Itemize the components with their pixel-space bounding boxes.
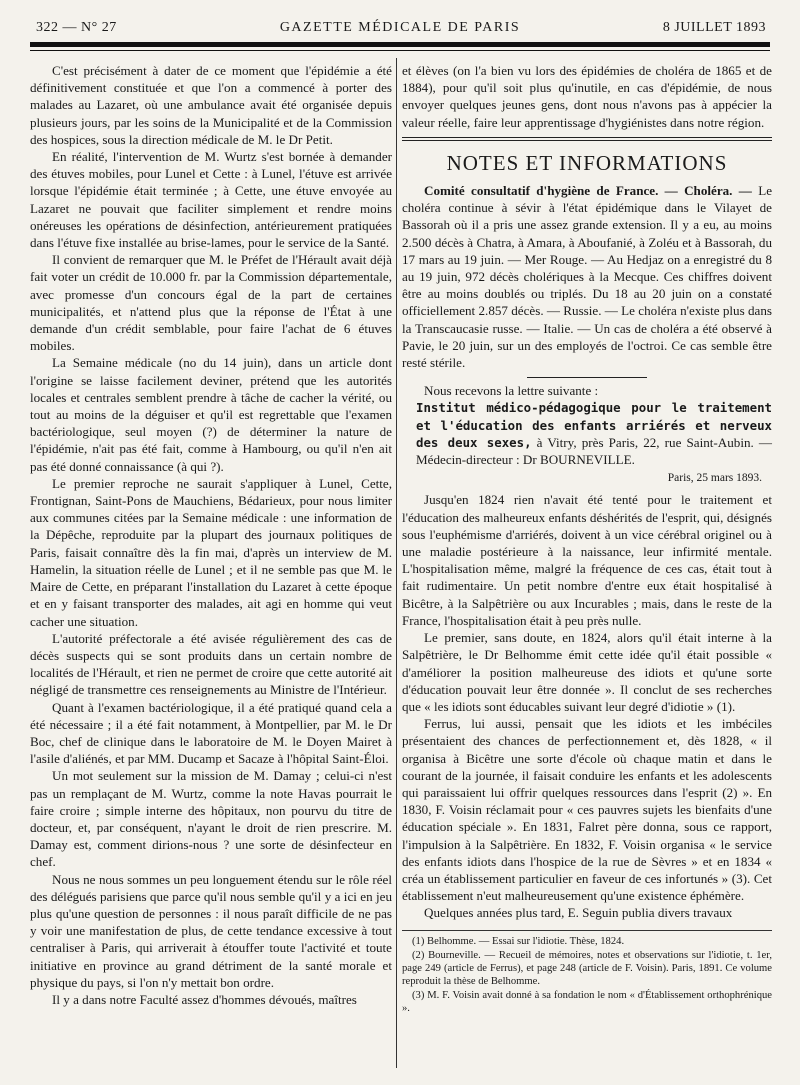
- footnote: (1) Belhomme. — Essai sur l'idiotie. Thèse, 1824.: [412, 935, 625, 947]
- section-rule: [402, 137, 772, 141]
- paragraph: En réalité, l'intervention de M. Wurtz s'est bornée à demander des étuves mobiles, pour Lunel et Cette : à Lunel, l'étuve est arrivée lorsque l'épidémie était terminée ; à Cette, une étuve envoyée au Lazaret ne pouvait que faciliter simplement et rendre moins onéreuses les opérations de désinfection, antérieurement pratiquées dans l'étuve fixe installée au brise-lames, pour le service de la Santé.: [30, 149, 392, 251]
- paragraph: Ferrus, lui aussi, pensait que les idiots et les imbéciles présentaient des chances de perfectionnement et, dès 1828, « il organisa à Bicêtre une sorte d'école où chaque matin et dans le courant de la journée, il faisait conduire les enfants et les adolescents qui paraissaient lui offrir quelques ressources dans l'esprit (2) ». En 1830, F. Voisin réclamait pour « ces pauvres sujets les bienfaits d'une éducation spéciale ». En 1831, Falret père donna, sous ce rapport, l'impulsion à la Salpêtrière. En 1832, F. Voisin organisa « le service des enfants idiots dans l'hospice de la rue de Sèvres » et en 1834 « créa un établissement particulier en faveur de ces infortunés » (3). Cet établissement n'eut malheureusement qu'une existence éphémère.: [402, 716, 772, 904]
- page-header: [30, 18, 770, 40]
- paragraph-continued: et élèves (on l'a bien vu lors des épidémies de choléra de 1865 et de 1884), pour qu'il soit plus qu'inutile, en cas d'épidémie, de nous envoyer quelques jeunes gens, dont nous n'avons pas à appécier la valeur réelle, faire leur apprentissage d'hygiénistes dans notre région.: [402, 63, 772, 130]
- paragraph: Quelques années plus tard, E. Seguin publia divers travaux: [424, 905, 733, 921]
- footnotes: [402, 930, 772, 1015]
- paragraph: Il y a dans notre Faculté assez d'hommes dévoués, maîtres: [52, 991, 357, 1007]
- institut-name: Institut médico-pédagogique pour le traitement et l'éducation des enfants arriérés et nerveux des deux sexes,: [416, 400, 772, 450]
- paragraph: Un mot seulement sur la mission de M. Damay ; celui-ci n'est pas un remplaçant de M. Wurtz, comme la note Havas pourrait le faire croire ; simple interne des hôpitaux, non pourvu du titre de docteur, et, par conséquent, n'ayant le droit de rien prescrire. M. Damay est, comment dirions-nous ? une sorte de désinfecteur en chef.: [30, 768, 392, 870]
- footnote: (2) Bourneville. — Recueil de mémoires, notes et observations sur l'idiotie, t. 1er, page 249 (article de Ferrus), et page 248 (article de F. Voisin). Paris, 1891. Ce volume reproduit la thèse de Belhomme.: [402, 949, 772, 987]
- paragraph: La Semaine médicale (no du 14 juin), dans un article dont l'origine se laisse facilement deviner, prétend que les autorités locales et centrales semblent prendre à tâche de cacher la vérité, ou tout au moins de la déguiser et qu'il est regrettable que l'examen bactériologique, seul moyen (?) de déterminer la nature de l'épidémie, n'ait pas été fait, comme à Hambourg, ou qu'il n'en ait pas été donné connaissance (à qui ?).: [30, 355, 392, 474]
- letter-intro: Nous recevons la lettre suivante :: [424, 383, 599, 399]
- institut-heading: [402, 399, 772, 468]
- paragraph: C'est précisément à dater de ce moment que l'épidémie a été définitivement constituée et que l'on a commencé à porter des malades au Lazaret, où une ambulance avait été organisée depuis plusieurs jours, par les soins de la Municipalité et de la Commission des hospices, sous la direction médicale de M. le Dr Petit.: [30, 63, 392, 147]
- issue-date: 8 JUILLET 1893: [662, 20, 766, 35]
- header-rule-thick: [30, 42, 770, 47]
- paragraph: Il convient de remarquer que M. le Préfet de l'Hérault avait déjà fait voter un crédit de 10.000 fr. par la Commission départementale, avec promesse d'un concours égal de la part de certaines municipalités, et n'attend plus que la réponse de l'État à une demande d'un crédit semblable, pour faire l'achat de 6 étuves mobiles.: [30, 252, 392, 354]
- header-rule-thin: [30, 50, 770, 51]
- institut-address: à Vitry, près Paris, 22, rue Saint-Aubin. — Médecin-directeur : Dr BOURNEVILLE.: [416, 434, 772, 468]
- paragraph: Quant à l'examen bactériologique, il a été pratiqué quand cela a été nécessaire ; il a été fait notamment, à Montpellier, par M. le Dr Boc, chef de clinique dans le laboratoire de M. le Doyen Mairet à l'asile d'aliénés, et par MM. Ducamp et Sacaze à l'hôpital Saint-Éloi.: [30, 699, 392, 767]
- separator-rule: [527, 377, 647, 378]
- column-divider: [396, 58, 397, 1068]
- section-title: NOTES ET INFORMATIONS: [446, 150, 728, 175]
- paragraph: Le premier reproche ne saurait s'appliquer à Lunel, Cette, Frontignan, Saint-Pons de Mauchiens, Bédarieux, pour nous limiter aux communes citées par la Semaine médicale : une information de la Dépêche, reproduite par la plupart des journaux politiques de Paris, faisait connaître dès la fin mai, d'après un interview de M. Hamelin, la situation réelle de Lunel ; et il ne semble pas que M. le Maire de Cette, en préparant l'installation du Lazaret à cette époque et en y faisant transporter des malades, ait agi en homme qui veut cacher une situation.: [30, 475, 392, 629]
- letter-date: Paris, 25 mars 1893.: [667, 472, 762, 485]
- footnote: (3) M. F. Voisin avait donné à sa fondation le nom « d'Établissement orthophrénique ».: [402, 989, 772, 1014]
- comite-heading: Comité consultatif d'hygiène de France. — Choléra. —: [424, 183, 752, 199]
- left-column: [30, 62, 392, 1008]
- paragraph: Nous ne nous sommes un peu longuement étendu sur le rôle réel des délégués parisiens que parce qu'il nous semble qu'il y a ici en jeu plus qu'une question de personnes : il nous paraît difficile de ne pas y voir une manifestation de plus, de cette tendance excessive à tout centraliser à Paris, qui arriverait à étouffer toute l'activité et toute initiative en province au grand détriment de la santé morale et physique du pays, si l'on n'y mettait bon ordre.: [30, 871, 392, 990]
- paragraph: Jusqu'en 1824 rien n'avait été tenté pour le traitement et l'éducation des malheureux enfants déshérités de l'esprit, qui, désignés sous l'euphémisme d'arriérés, doivent à un vice cérébral originel ou à une maladie postérieure à la naissance, leur infirmité mentale. L'hospitalisation même, malgré la fréquence de ces cas, était tout à fait rudimentaire. Un petit nombre d'entre eux était hospitalisé à Bicêtre, à la Salpêtrière ou aux Incurables ; mais, dans le reste de la France, l'hospitalisation était à peu près nulle.: [402, 492, 772, 628]
- paragraph: L'autorité préfectorale a été avisée régulièrement des cas de décès suspects qui se sont produits dans un certain nombre de localités de l'Hérault, et rien ne permet de croire que cette autorité ait négligé de transmettre ces renseignements au Ministre de l'Intérieur.: [30, 630, 392, 698]
- comite-paragraph: [402, 182, 772, 371]
- page-number: 322 — N° 27: [36, 20, 117, 35]
- paragraph: Le premier, sans doute, en 1824, alors qu'il était interne à la Salpêtrière, le Dr Belhomme émit cette idée qu'il était possible « d'améliorer la position malheureuse des idiots et qu'une sorte d'éducation pouvait leur être donnée ». Il conclut de ses recherches que « les idiots sont éducables suivant leur degré d'idiotie » (1).: [402, 630, 772, 714]
- right-column: [402, 62, 772, 1016]
- journal-title: GAZETTE MÉDICALE DE PARIS: [279, 20, 521, 35]
- comite-text: Le choléra continue à sévir à l'état épidémique dans le Vilayet de Bassorah où il a pris une assez grande extension. Il y a eu, au moins 2.500 décès à Chatra, à Amara, à Aboufanié, à Zoléu et à Bassorah, du 17 mars au 19 juin. — Mer Rouge. — Au Hedjaz on a enregistré du 8 au 19 juin, 972 décès cholériques à la Mecque. Ces chiffres doivent être au moins doublés ou triplés. Du 18 au 20 juin on a constaté officiellement 2.857 décès. — Russie. — Le choléra n'existe plus dans la Transcaucasie russe. — Italie. — Un cas de choléra a été observé à Pavie, le 20 juin, sur un des employés de l'octroi. Ce cas semble être resté stérile.: [402, 183, 773, 371]
